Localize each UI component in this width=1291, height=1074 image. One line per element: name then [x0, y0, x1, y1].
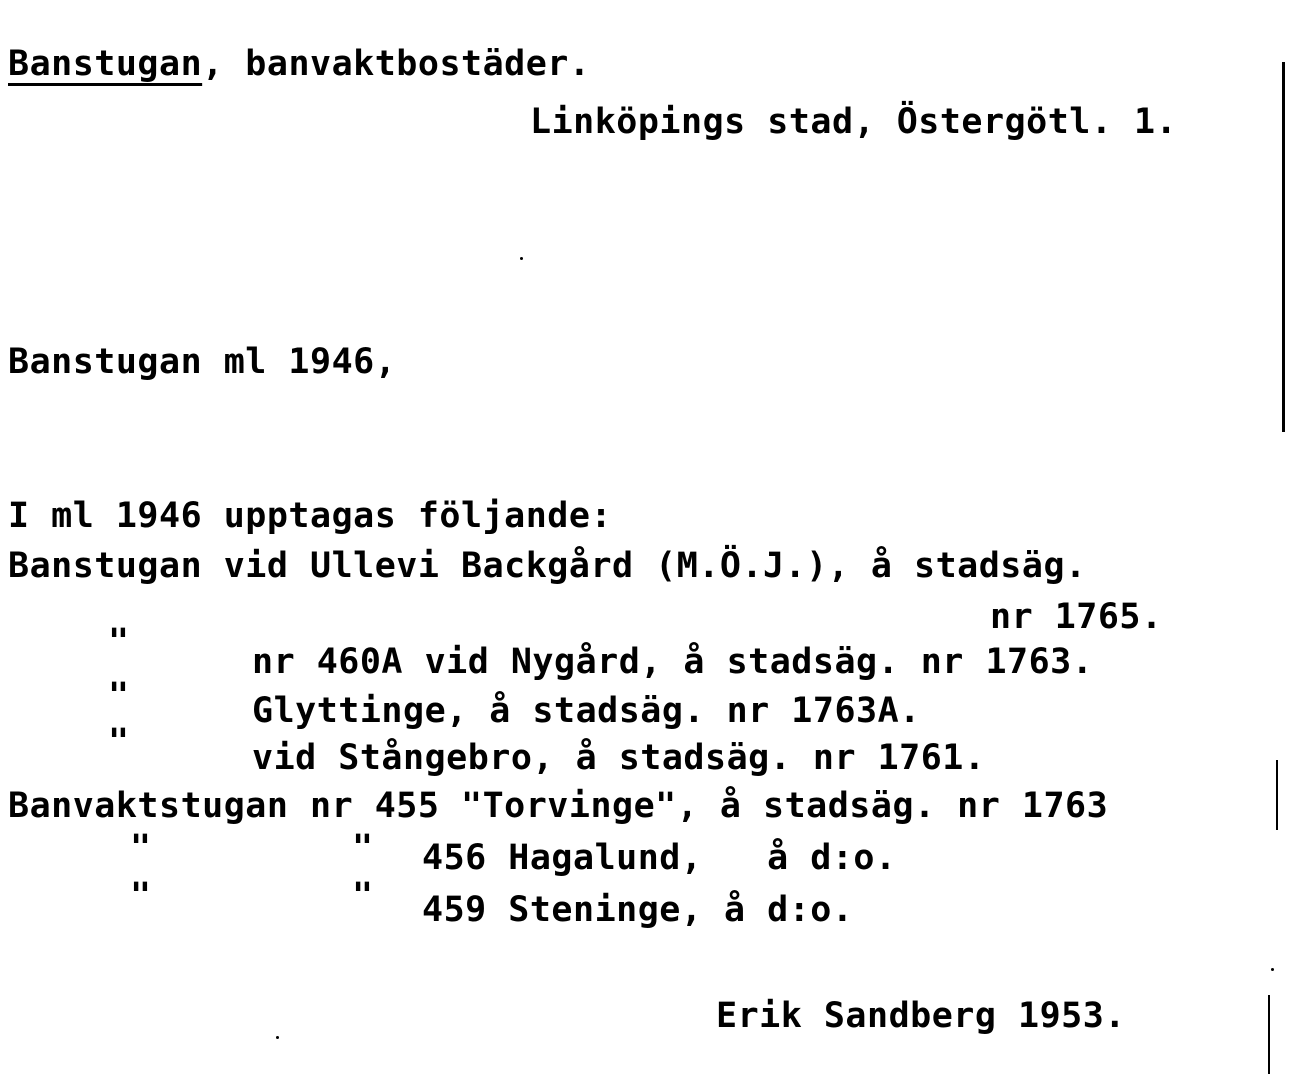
ditto-mark: "	[108, 676, 130, 716]
signature: Erik Sandberg 1953.	[716, 996, 1126, 1036]
heading-rest: , banvaktbostäder.	[202, 44, 591, 84]
paper-speck	[276, 1036, 279, 1039]
entry-2: nr 460A vid Nygård, å stadsäg. nr 1763.	[252, 642, 1094, 682]
list-intro: I ml 1946 upptagas följande:	[8, 496, 613, 536]
ditto-mark: "	[130, 828, 152, 868]
card-edge-line	[1282, 62, 1285, 432]
ditto-mark: "	[352, 828, 374, 868]
entry-1-continued: nr 1765.	[990, 597, 1163, 637]
entry-5: Banvaktstugan nr 455 "Torvinge", å stadsäg. nr 1763	[8, 786, 1109, 826]
entry-4: vid Stångebro, å stadsäg. nr 1761.	[252, 738, 986, 778]
paper-speck	[520, 257, 523, 260]
ditto-mark: "	[108, 722, 130, 762]
entry-7: 459 Steninge, å d:o.	[422, 890, 854, 930]
ditto-mark: "	[352, 876, 374, 916]
ditto-mark: "	[130, 876, 152, 916]
paper-speck	[1271, 968, 1274, 971]
card-edge-line	[1268, 995, 1270, 1074]
entry-1: Banstugan vid Ullevi Backgård (M.Ö.J.), å stadsäg.	[8, 546, 1087, 586]
ditto-mark: "	[108, 622, 130, 662]
card-edge-line	[1276, 760, 1278, 830]
entry-3: Glyttinge, å stadsäg. nr 1763A.	[252, 691, 921, 731]
heading-title: Banstugan	[8, 44, 203, 84]
location-line: Linköpings stad, Östergötl. 1.	[530, 102, 1178, 142]
card-heading	[8, 44, 590, 84]
entry-6: 456 Hagalund, å d:o.	[422, 838, 897, 878]
section-title: Banstugan ml 1946,	[8, 342, 397, 382]
